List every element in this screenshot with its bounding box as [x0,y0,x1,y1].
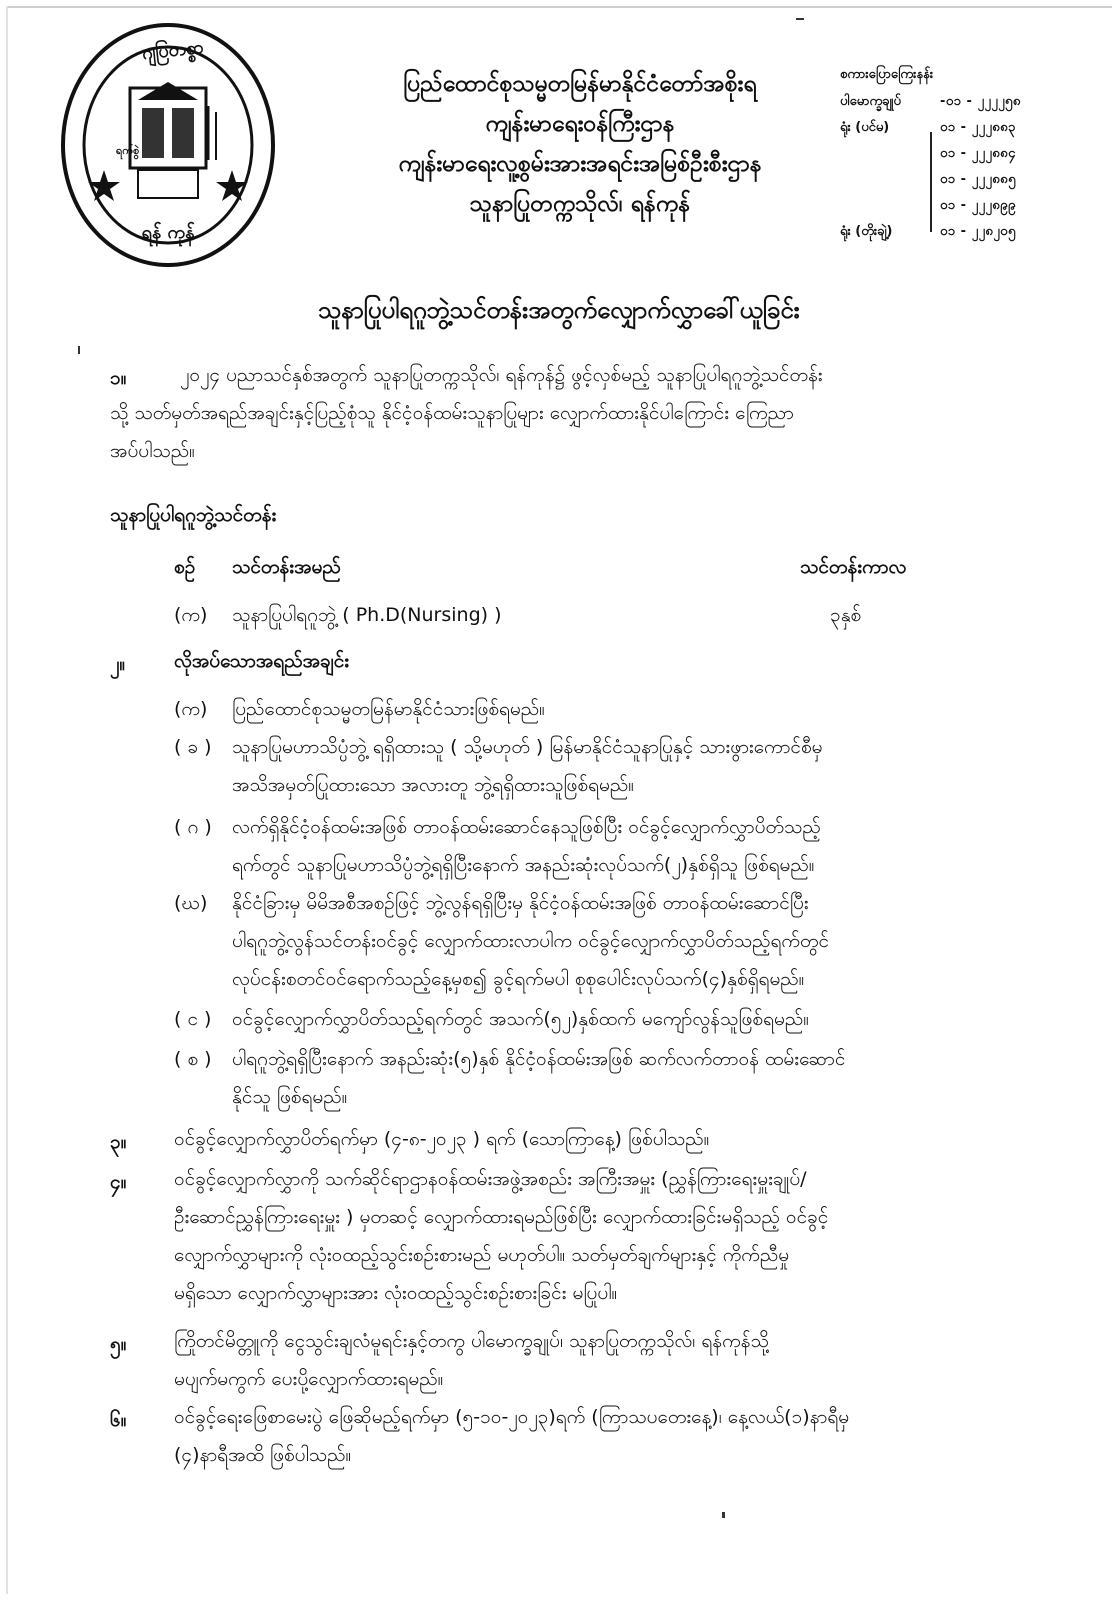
phone-label: ရုံး (ပင်မ) [840,120,890,135]
phone-directory [840,66,1080,245]
phone-number: ၀၁ - ၂၂၂၈၈၅ [940,172,1016,187]
para-5-line: ကြိုတင်မိတ္တူကို ငွေသွင်းချလံမူရင်းနှင့်တကွ ပါမောက္ခချုပ်၊ သူနာပြုတက္ကသိုလ်၊ ရန်ကုန်သို့ [174,1330,769,1352]
phone-row [840,89,1080,115]
para-2-item-mark: (ဃ) [174,892,208,914]
para-5-line: မပျက်မကွက် ပေးပို့လျှောက်ထားရမည်။ [174,1368,444,1390]
col-name-header: သင်တန်းအမည် [232,556,341,578]
para-6 [174,1398,1044,1474]
scan-mark [78,346,80,354]
phone-label: ပါမောက္ခချုပ် [840,94,901,109]
phone-title: စကားပြောကြေးနန်း [840,67,934,82]
phone-row [840,193,1080,219]
phone-label: ရုံး (တိုးချဲ့) [840,224,893,239]
para-2-item-mark: (က) [174,698,208,720]
para-2-item-mark: ( င ) [174,1008,212,1030]
phone-row [840,219,1080,245]
col-duration-header: သင်တန်းကာလ [800,556,907,578]
para-2-item [232,808,1042,884]
para-4 [174,1160,1044,1312]
phone-row [840,115,1080,141]
para-2-item-line: ပြည်ထောင်စုသမ္မတမြန်မာနိုင်ငံသားဖြစ်ရမည်။ [232,698,545,720]
para-2-item-line: ဝင်ခွင့်လျှောက်လွှာပိတ်သည့်ရက်တွင် အသက်(၅၂)နှစ်ထက် မကျော်လွန်သူဖြစ်ရမည်။ [232,1008,809,1030]
page-border-left [6,6,8,1594]
para-6-number: ၆။ [110,1409,127,1431]
phone-number: -၀၁ - ၂၂၂၂၅၈ [940,94,1021,109]
phone-row [840,167,1080,193]
course-heading: သူနာပြုပါရဂူဘွဲ့သင်တန်း [110,504,277,526]
course-row-duration: ၃နှစ် [830,604,862,626]
para-1-line: အပ်ပါသည်။ [110,440,195,462]
para-2-item-line: နိုင်ငံခြားမှ မိမိအစီအစဉ်ဖြင့် ဘွဲ့လွန်ရရှိပြီးမှ နိုင်ငံ့ဝန်ထမ်းအဖြစ် တာဝန်ထမ်းဆောင်ပြီး [232,892,809,914]
para-4-line: လျှောက်လွှာများကို လုံးဝထည့်သွင်းစဉ်းစားမည် မဟုတ်ပါ။ သတ်မှတ်ချက်များနှင့် ကိုက်ညီမှု [174,1244,790,1266]
para-2-item-line: ပါရဂူဘွဲ့ရရှိပြီးနောက် အနည်းဆုံး(၅)နှစ် နိုင်ငံ့ဝန်ထမ်းအဖြစ် ဆက်လက်တာဝန် ထမ်းဆောင် [232,1048,846,1070]
para-4-line: ဦးဆောင်ညွှန်ကြားရေးမှူး ) မှတဆင့် လျှောက်ထားရမည်ဖြစ်ပြီး လျှောက်ထားခြင်းမရှိသည့် ဝင်ခွင့် [174,1206,829,1228]
para-6-line: ဝင်ခွင့်ရေးဖြေစာမေးပွဲ ဖြေဆိုမည့်ရက်မှာ (၅-၁၀-၂၀၂၃)ရက် (ကြာသပတေးနေ့)၊ နေ့လယ်(၁)နာရီမှ [174,1406,850,1428]
para-2-item-line: ရက်တွင် သူနာပြုမဟာသိပ္ပံဘွဲ့ရရှိပြီးနောက် အနည်းဆုံးလုပ်သက်(၂)နှစ်ရှိသူ ဖြစ်ရမည်။ [232,854,815,876]
phone-number: ၀၁ - ၂၂၂၈၈၄ [940,146,1016,161]
para-2-item-line: လုပ်ငန်းစတင်ဝင်ရောက်သည့်နေ့မှစ၍ ခွင့်ရက်မပါ စုစုပေါင်းလုပ်သက်(၄)နှစ်ရှိရမည်။ [232,968,805,990]
para-5-number: ၅။ [110,1333,127,1355]
phone-number: ၀၁ - ၂၂၈၂၀၅ [940,224,1016,239]
header-government: ပြည်ထောင်စုသမ္မတမြန်မာနိုင်ငံတော်အစိုးရ [403,71,757,97]
para-2-item-line: သူနာပြုမဟာသိပ္ပံဘွဲ့ ရရှိထားသူ ( သို့မဟုတ် ) မြန်မာနိုင်ငံသူနာပြုနှင့် သားဖွားကောင်စီမှ [232,736,823,758]
seal-bottom-text: ရန် ကုန် [141,222,195,243]
phone-row [840,141,1080,167]
seal-top-text: ဂျပြတစ္စာ [141,36,205,65]
para-1-line: ၂၀၂၄ ပညာသင်နှစ်အတွက် သူနာပြုတက္ကသိုလ်၊ ရန်ကုန်၌ ဖွင့်လှစ်မည့် သူနာပြုပါရဂူဘွဲ့သင်တန်း [180,364,823,386]
col-no-header: စဉ် [174,556,196,578]
header-university: သူနာပြုတက္ကသိုလ်၊ ရန်ကုန် [469,191,691,217]
para-2-item [232,884,1042,998]
para-2-item-line: အသိအမှတ်ပြုထားသော အလားတူ ဘွဲ့ရရှိထားသူဖြစ်ရမည်။ [232,774,634,796]
course-row-name: သူနာပြုပါရဂူဘွဲ့ ( Ph.D(Nursing) ) [232,604,502,626]
header-department: ကျန်းမာရေးလူ့စွမ်းအားအရင်းအမြစ်ဦးစီးဌာန [398,151,762,177]
para-1-number: ၁။ [110,367,127,389]
para-2-item [232,1000,1042,1038]
para-2-item-mark: ( စ ) [174,1048,212,1070]
para-2-item-line: လက်ရှိနိုင်ငံ့ဝန်ထမ်းအဖြစ် တာဝန်ထမ်းဆောင်နေသူဖြစ်ပြီး ဝင်ခွင့်လျှောက်လွှာပိတ်သည့် [232,816,821,838]
seal-inner-text: ရက်စွဲ [116,144,140,157]
para-1-line: သို့ သတ်မှတ်အရည်အချင်းနှင့်ပြည့်စုံသူ နိုင်ငံ့ဝန်ထမ်းသူနာပြုများ လျှောက်ထားနိုင်ပါကြောင်း ကြေညာ [110,402,794,424]
para-3-number: ၃။ [110,1131,127,1153]
phone-bracket [930,132,932,232]
para-4-line: မရှိသော လျှောက်လွှာများအား လုံးဝထည့်သွင်းစဉ်းစားခြင်း မပြုပါ။ [174,1282,618,1304]
phone-number: ၀၁ - ၂၂၂၈၉၉ [940,198,1016,213]
para-2-item-line: နိုင်သူ ဖြစ်ရမည်။ [232,1086,348,1108]
para-4-number: ၄။ [110,1171,127,1193]
para-1 [110,356,1050,470]
scan-mark [796,18,804,20]
para-5 [174,1322,1044,1398]
course-row-no: (က) [174,604,208,626]
para-2-item [232,690,1042,728]
official-seal [58,20,278,270]
header-ministry: ကျန်းမာရေးဝန်ကြီးဌာန [485,111,675,137]
para-2-item-mark: ( ဂ ) [174,816,212,838]
para-2-item [232,1040,1042,1116]
para-2-heading: လိုအပ်သောအရည်အချင်း [174,650,350,672]
phone-number: ၀၁ - ၂၂၂၈၈၃ [940,120,1016,135]
para-2-item-line: ပါရဂူဘွဲ့လွန်သင်တန်းဝင်ခွင့် လျှောက်ထားလာပါက ဝင်ခွင့်လျှောက်လွှာပိတ်သည့်ရက်တွင် [232,930,829,952]
para-2-number: ၂။ [110,653,126,675]
para-3 [174,1120,1044,1158]
page-border-top [6,6,1112,8]
para-4-line: ဝင်ခွင့်လျှောက်လွှာကို သက်ဆိုင်ရာဌာနဝန်ထမ်းအဖွဲ့အစည်း အကြီးအမှူး (ညွှန်ကြားရေးမှူးချုပ်/ [174,1168,807,1190]
para-3-line: ဝင်ခွင့်လျှောက်လွှာပိတ်ရက်မှာ (၄-၈-၂၀၂၃ ) ရက် (သောကြာနေ့) ဖြစ်ပါသည်။ [174,1128,710,1150]
scan-mark [722,1512,725,1518]
announcement-title: သူနာပြုပါရဂူဘွဲ့သင်တန်းအတွက်လျှောက်လွှာခေါ်ယူခြင်း [318,296,800,324]
para-6-line: (၄)နာရီအထိ ဖြစ်ပါသည်။ [174,1444,352,1466]
letterhead [330,64,830,224]
para-2-item-mark: ( ခ ) [174,736,212,758]
para-2-item [232,728,1042,804]
